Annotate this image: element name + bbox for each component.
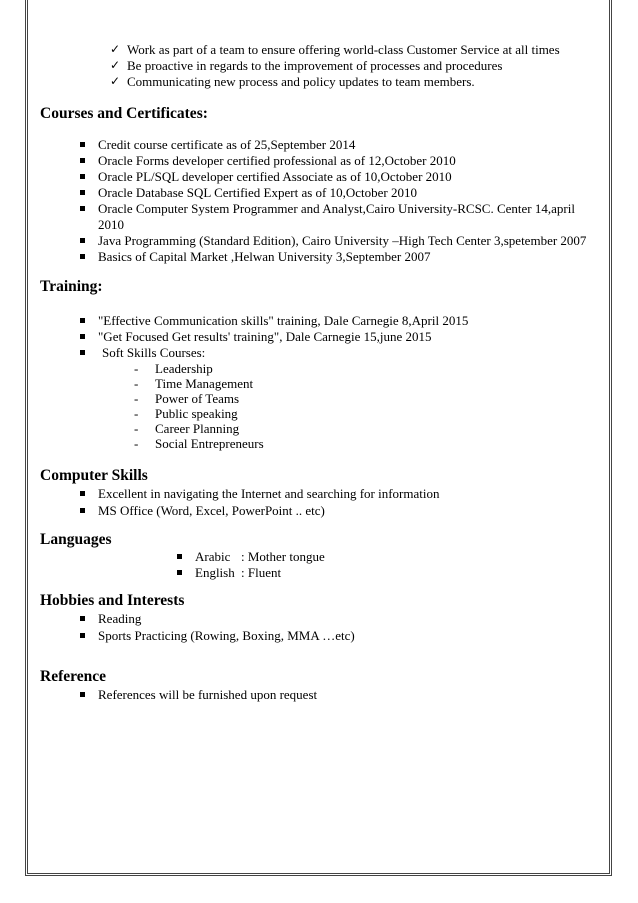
dash-bullet: - — [134, 361, 139, 376]
language-level: : Fluent — [241, 565, 282, 580]
soft-skill-item: Public speaking — [155, 406, 238, 421]
page-border — [25, 0, 612, 876]
languages-heading: Languages — [40, 531, 112, 548]
course-item: Oracle PL/SQL developer certified Associate as of 10,October 2010 — [98, 169, 452, 184]
check-icon: ✓ — [110, 74, 121, 88]
training-heading: Training: — [40, 278, 103, 295]
soft-skill-item: Power of Teams — [155, 391, 240, 406]
bullet-icon — [80, 350, 85, 355]
reference-heading: Reference — [40, 668, 106, 685]
language-name: English — [195, 565, 235, 580]
dash-bullet: - — [134, 421, 139, 436]
course-item: Oracle Computer System Programmer and Analyst,Cairo University-RCSC. Center 14,april — [98, 201, 575, 216]
course-item-continued: 2010 — [98, 217, 124, 232]
bullet-icon — [80, 508, 85, 513]
dash-bullet: - — [134, 436, 139, 451]
bullet-icon — [80, 206, 85, 211]
bullet-icon — [80, 318, 85, 323]
hobby-item: Sports Practicing (Rowing, Boxing, MMA …etc) — [98, 628, 355, 643]
course-item: Oracle Database SQL Certified Expert as of 10,October 2010 — [98, 185, 417, 200]
language-level: : Mother tongue — [241, 549, 325, 564]
bullet-icon — [177, 554, 182, 559]
language-name: Arabic — [195, 549, 231, 564]
courses-heading: Courses and Certificates: — [40, 105, 208, 122]
training-item: Soft Skills Courses: — [102, 345, 206, 360]
bullet-icon — [80, 633, 85, 638]
bullet-icon — [80, 142, 85, 147]
bullet-icon — [80, 238, 85, 243]
bullet-icon — [80, 158, 85, 163]
training-item: "Get Focused Get results' training", Dale Carnegie 15,june 2015 — [98, 329, 432, 344]
bullet-icon — [177, 570, 182, 575]
computer-skill-item: Excellent in navigating the Internet and searching for information — [98, 486, 440, 501]
course-item: Oracle Forms developer certified professional as of 12,October 2010 — [98, 153, 456, 168]
soft-skill-item: Career Planning — [155, 421, 240, 436]
bullet-icon — [80, 334, 85, 339]
bullet-icon — [80, 616, 85, 621]
dash-bullet: - — [134, 406, 139, 421]
hobby-item: Reading — [98, 611, 142, 626]
bullet-icon — [80, 692, 85, 697]
dash-bullet: - — [134, 391, 139, 406]
bullet-icon — [80, 190, 85, 195]
training-item: "Effective Communication skills" training, Dale Carnegie 8,April 2015 — [98, 313, 469, 328]
bullet-icon — [80, 174, 85, 179]
soft-skill-item: Leadership — [155, 361, 213, 376]
course-item: Java Programming (Standard Edition), Cairo University –High Tech Center 3,spetember 2007 — [98, 233, 587, 248]
computer-skill-item: MS Office (Word, Excel, PowerPoint .. etc) — [98, 503, 325, 518]
checklist-item: Be proactive in regards to the improvement of processes and procedures — [127, 58, 503, 73]
bullet-icon — [80, 254, 85, 259]
checklist-item: Communicating new process and policy updates to team members. — [127, 74, 475, 89]
computer-skills-heading: Computer Skills — [40, 467, 148, 484]
course-item: Credit course certificate as of 25,September 2014 — [98, 137, 356, 152]
reference-item: References will be furnished upon request — [98, 687, 318, 702]
bullet-icon — [80, 491, 85, 496]
hobbies-heading: Hobbies and Interests — [40, 592, 185, 609]
check-icon: ✓ — [110, 42, 121, 56]
soft-skill-item: Time Management — [155, 376, 254, 391]
dash-bullet: - — [134, 376, 139, 391]
check-icon: ✓ — [110, 58, 121, 72]
soft-skill-item: Social Entrepreneurs — [155, 436, 264, 451]
checklist-item: Work as part of a team to ensure offering world-class Customer Service at all times — [127, 42, 560, 57]
course-item: Basics of Capital Market ,Helwan University 3,September 2007 — [98, 249, 431, 264]
